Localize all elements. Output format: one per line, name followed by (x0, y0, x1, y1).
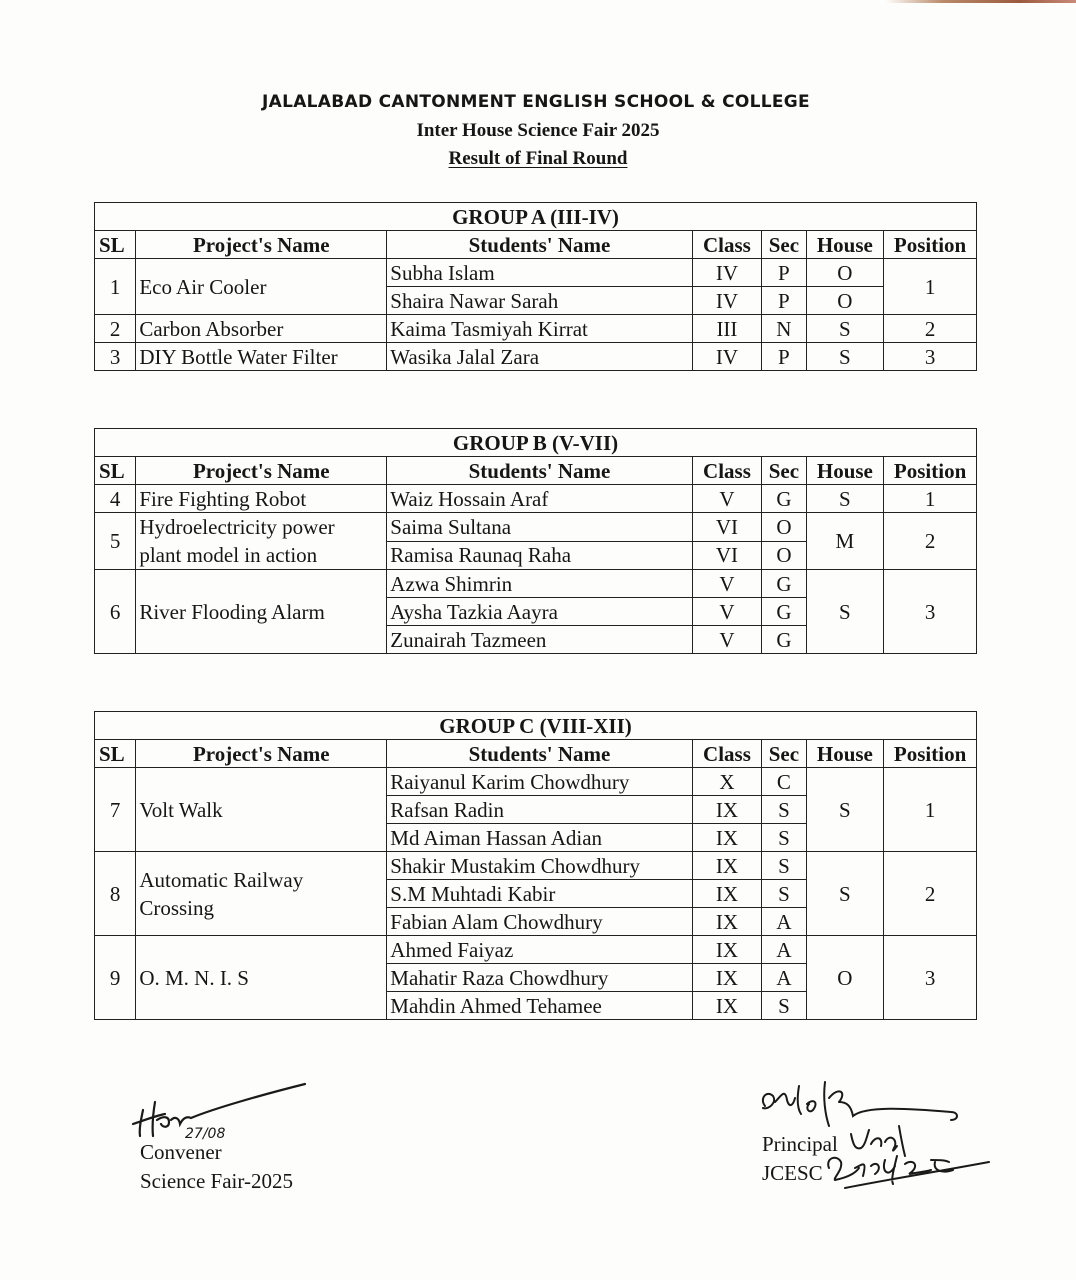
class-cell: V (692, 570, 762, 598)
col-header-sl: SL (95, 457, 136, 485)
sl-cell: 8 (95, 852, 136, 936)
position-cell: 2 (884, 315, 977, 343)
col-header-house: House (806, 740, 884, 768)
sec-cell: N (762, 315, 806, 343)
col-header-class: Class (692, 740, 762, 768)
house-cell: O (806, 287, 884, 315)
convener-role: Convener (140, 1140, 222, 1164)
class-cell: IX (692, 908, 762, 936)
table-row (95, 768, 977, 796)
position-cell: 3 (884, 343, 977, 371)
sec-cell: P (762, 259, 806, 287)
house-cell: S (806, 315, 884, 343)
class-cell: IX (692, 992, 762, 1020)
sec-cell: O (762, 513, 806, 542)
principal-role: Principal (762, 1132, 838, 1156)
class-cell: IV (692, 259, 762, 287)
convener-signature-block (140, 1138, 293, 1196)
project-name-cell: Volt Walk (136, 768, 387, 852)
class-cell: IV (692, 287, 762, 315)
group-c-table (94, 711, 977, 1020)
class-cell: IX (692, 964, 762, 992)
header-row (95, 231, 977, 259)
student-name-cell: Mahdin Ahmed Tehamee (387, 992, 692, 1020)
student-name-cell: Shaira Nawar Sarah (387, 287, 692, 315)
student-name-cell: Waiz Hossain Araf (387, 485, 692, 513)
school-name: JALALABAD CANTONMENT ENGLISH SCHOOL & COLLEGE (262, 92, 810, 112)
student-name-cell: Ahmed Faiyaz (387, 936, 692, 964)
table-row (95, 259, 977, 287)
convener-date-note: 27/08 (185, 1126, 226, 1142)
position-cell: 3 (884, 570, 977, 654)
col-header-sl: SL (95, 231, 136, 259)
group-title: GROUP A (III-IV) (95, 203, 977, 231)
table-row (95, 570, 977, 598)
sl-cell: 3 (95, 343, 136, 371)
position-cell: 1 (884, 485, 977, 513)
sec-cell: C (762, 768, 806, 796)
col-header-students: Students' Name (387, 231, 692, 259)
group-b-table (94, 428, 977, 654)
col-header-sec: Sec (762, 457, 806, 485)
sl-cell: 9 (95, 936, 136, 1020)
student-name-cell: Shakir Mustakim Chowdhury (387, 852, 692, 880)
sec-cell: S (762, 852, 806, 880)
position-cell: 2 (884, 852, 977, 936)
student-name-cell: Rafsan Radin (387, 796, 692, 824)
col-header-class: Class (692, 457, 762, 485)
student-name-cell: Md Aiman Hassan Adian (387, 824, 692, 852)
position-cell: 1 (884, 259, 977, 315)
project-name-cell: Carbon Absorber (136, 315, 387, 343)
col-header-project: Project's Name (136, 231, 387, 259)
table-row (95, 852, 977, 880)
sec-cell: G (762, 598, 806, 626)
sec-cell: P (762, 287, 806, 315)
student-name-cell: Ramisa Raunaq Raha (387, 541, 692, 570)
sec-cell: A (762, 964, 806, 992)
col-header-class: Class (692, 231, 762, 259)
col-header-position: Position (884, 231, 977, 259)
sec-cell: A (762, 908, 806, 936)
table-row (95, 315, 977, 343)
convener-signature (125, 1080, 325, 1140)
student-name-cell: Kaima Tasmiyah Kirrat (387, 315, 692, 343)
class-cell: IX (692, 796, 762, 824)
sl-cell: 1 (95, 259, 136, 315)
col-header-position: Position (884, 740, 977, 768)
class-cell: V (692, 626, 762, 654)
project-name-cell: Eco Air Cooler (136, 259, 387, 315)
event-title: Inter House Science Fair 2025 (416, 120, 660, 141)
project-name-cell (136, 513, 387, 570)
header-row (95, 740, 977, 768)
sl-cell: 2 (95, 315, 136, 343)
class-cell: IV (692, 343, 762, 371)
principal-org: JCESC (762, 1161, 823, 1185)
table-row (95, 485, 977, 513)
sec-cell: G (762, 626, 806, 654)
class-cell: VI (692, 541, 762, 570)
project-name-line: Hydroelectricity power (139, 515, 335, 539)
house-cell: S (806, 485, 884, 513)
result-subtitle (0, 148, 1076, 170)
class-cell: V (692, 598, 762, 626)
class-cell: IX (692, 824, 762, 852)
class-cell: IX (692, 880, 762, 908)
class-cell: X (692, 768, 762, 796)
sec-cell: S (762, 796, 806, 824)
student-name-cell: Wasika Jalal Zara (387, 343, 692, 371)
student-name-cell: Aysha Tazkia Aayra (387, 598, 692, 626)
class-cell: III (692, 315, 762, 343)
project-name-line: Automatic Railway (139, 867, 304, 892)
student-name-cell: Subha Islam (387, 259, 692, 287)
student-name-cell: Fabian Alam Chowdhury (387, 908, 692, 936)
col-header-house: House (806, 231, 884, 259)
group-title: GROUP C (VIII-XII) (95, 712, 977, 740)
house-cell: O (806, 936, 884, 1020)
col-header-house: House (806, 457, 884, 485)
position-cell: 3 (884, 936, 977, 1020)
sec-cell: S (762, 992, 806, 1020)
house-cell: O (806, 259, 884, 287)
student-name-cell: Azwa Shimrin (387, 570, 692, 598)
sl-cell: 4 (95, 485, 136, 513)
class-cell: IX (692, 936, 762, 964)
col-header-students: Students' Name (387, 457, 692, 485)
sec-cell: G (762, 570, 806, 598)
class-cell: VI (692, 513, 762, 542)
position-cell: 2 (884, 513, 977, 570)
sec-cell: O (762, 541, 806, 570)
col-header-sl: SL (95, 740, 136, 768)
col-header-sec: Sec (762, 740, 806, 768)
scan-edge-mark (886, 0, 1076, 3)
house-cell: S (806, 768, 884, 852)
table-row (95, 936, 977, 964)
position-cell: 1 (884, 768, 977, 852)
project-name-cell: DIY Bottle Water Filter (136, 343, 387, 371)
project-name-line: plant model in action (139, 543, 318, 567)
table-row (95, 343, 977, 371)
project-name-cell: O. M. N. I. S (136, 936, 387, 1020)
class-cell: IX (692, 852, 762, 880)
house-cell: S (806, 852, 884, 936)
class-cell: V (692, 485, 762, 513)
house-cell: S (806, 343, 884, 371)
col-header-students: Students' Name (387, 740, 692, 768)
sec-cell: P (762, 343, 806, 371)
result-subtitle-text: Result of Final Round (448, 148, 628, 169)
sec-cell: A (762, 936, 806, 964)
student-name-cell: Saima Sultana (387, 513, 692, 542)
house-cell: S (806, 570, 884, 654)
col-header-sec: Sec (762, 231, 806, 259)
project-name-line: Crossing (139, 895, 214, 920)
principal-signature-block (762, 1130, 838, 1188)
group-title: GROUP B (V-VII) (95, 429, 977, 457)
student-name-cell: Zunairah Tazmeen (387, 626, 692, 654)
group-a-table (94, 202, 977, 371)
project-name-cell: River Flooding Alarm (136, 570, 387, 654)
col-header-project: Project's Name (136, 740, 387, 768)
student-name-cell: Mahatir Raza Chowdhury (387, 964, 692, 992)
sl-cell: 6 (95, 570, 136, 654)
sl-cell: 5 (95, 513, 136, 570)
convener-org: Science Fair-2025 (140, 1169, 293, 1193)
sec-cell: S (762, 880, 806, 908)
student-name-cell: S.M Muhtadi Kabir (387, 880, 692, 908)
header-row (95, 457, 977, 485)
sec-cell: S (762, 824, 806, 852)
table-row (95, 513, 977, 542)
col-header-position: Position (884, 457, 977, 485)
sl-cell: 7 (95, 768, 136, 852)
house-cell: M (806, 513, 884, 570)
project-name-cell: Fire Fighting Robot (136, 485, 387, 513)
student-name-cell: Raiyanul Karim Chowdhury (387, 768, 692, 796)
sec-cell: G (762, 485, 806, 513)
col-header-project: Project's Name (136, 457, 387, 485)
project-name-cell (136, 852, 387, 936)
